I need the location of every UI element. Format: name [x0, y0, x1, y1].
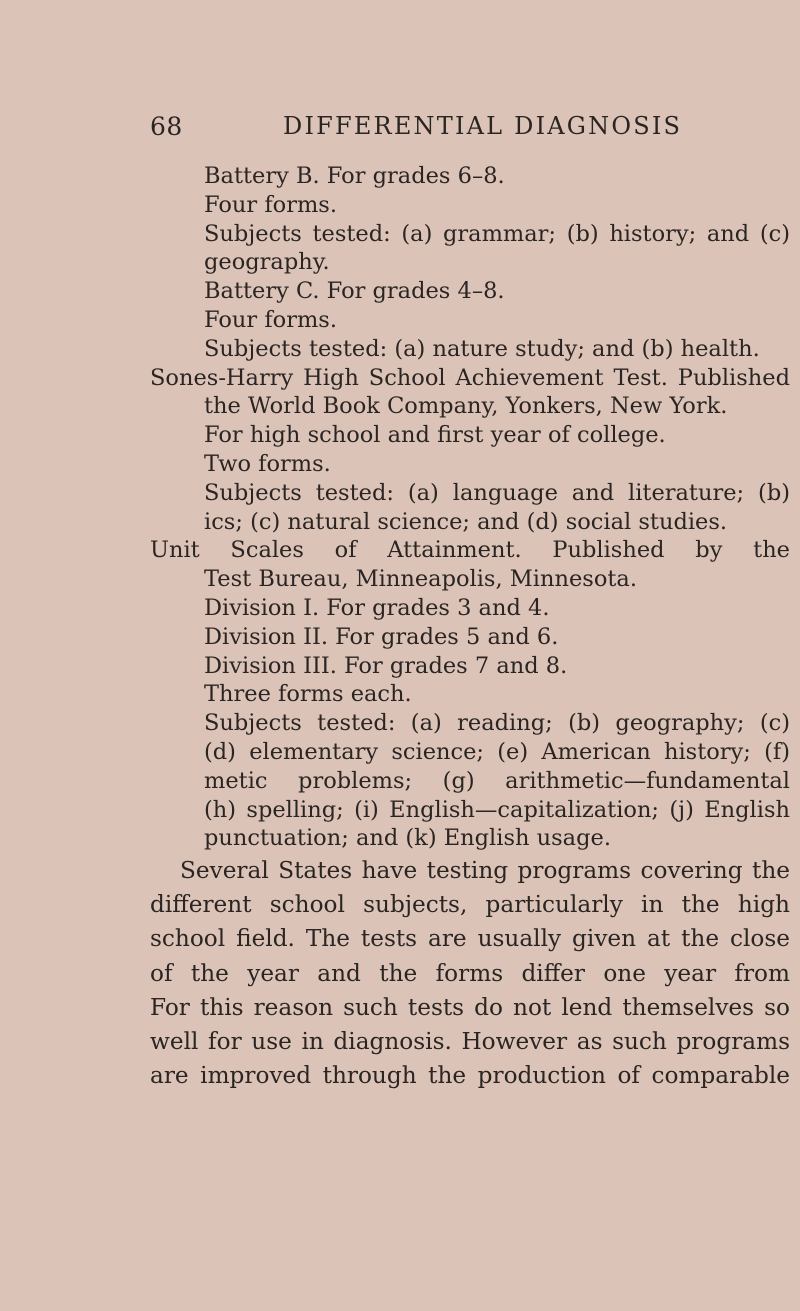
page-number: 68	[150, 112, 183, 141]
entry-line: (d) elementary science; (e) American history; (f)	[204, 738, 790, 765]
paragraph-line: are improved through the production of comparable	[150, 1062, 790, 1090]
entry-line: Subjects tested: (a) reading; (b) geography; (c)	[204, 710, 790, 737]
entry-line: Four forms.	[204, 306, 337, 333]
entry-line: Two forms.	[204, 450, 331, 477]
paragraph-line: different school subjects, particularly in the high	[150, 891, 790, 919]
entry-line: Division I. For grades 3 and 4.	[204, 594, 550, 621]
paragraph-line: school field. The tests are usually given at the close	[150, 925, 790, 953]
body-paragraph	[150, 854, 790, 1093]
entry-line: Four forms.	[204, 191, 337, 218]
entry-line: (h) spelling; (i) English—capitalization; (j) English	[204, 796, 790, 823]
entry-line: Subjects tested: (a) grammar; (b) history; and (c)	[204, 220, 790, 247]
paragraph-line: well for use in diagnosis. However as such programs	[150, 1027, 790, 1055]
entry-line: Division III. For grades 7 and 8.	[204, 652, 568, 679]
entry-line: metic problems; (g) arithmetic—fundamental	[204, 767, 790, 794]
entry-line: Three forms each.	[204, 681, 412, 708]
entry-line: Test Bureau, Minneapolis, Minnesota.	[204, 566, 637, 593]
running-head-title: DIFFERENTIAL DIAGNOSIS	[283, 112, 683, 140]
entry-line: For high school and first year of college.	[204, 422, 666, 449]
entry-line: the World Book Company, Yonkers, New York.	[204, 393, 728, 420]
entry-line: Battery C. For grades 4–8.	[204, 278, 505, 305]
paragraph-line: Several States have testing programs covering the	[180, 857, 790, 884]
entry-heading-line: Sones-Harry High School Achievement Test. Published	[150, 364, 790, 391]
entry-line: Division II. For grades 5 and 6.	[204, 623, 559, 650]
test-entries-list	[150, 162, 790, 853]
entry-line: geography.	[204, 249, 330, 276]
entry-line: Subjects tested: (a) nature study; and (b) health.	[204, 335, 760, 362]
running-head	[150, 112, 790, 148]
entry-heading-line: Unit Scales of Attainment. Published by the	[150, 537, 790, 564]
entry-line: punctuation; and (k) English usage.	[204, 825, 611, 852]
entry-line: Subjects tested: (a) language and literature; (b)	[204, 479, 790, 506]
paragraph-line: of the year and the forms differ one year from	[150, 959, 790, 987]
paragraph-line: For this reason such tests do not lend themselves so	[150, 993, 790, 1021]
entry-line: Battery B. For grades 6–8.	[204, 163, 505, 189]
entry-line: ics; (c) natural science; and (d) social studies.	[204, 508, 728, 535]
